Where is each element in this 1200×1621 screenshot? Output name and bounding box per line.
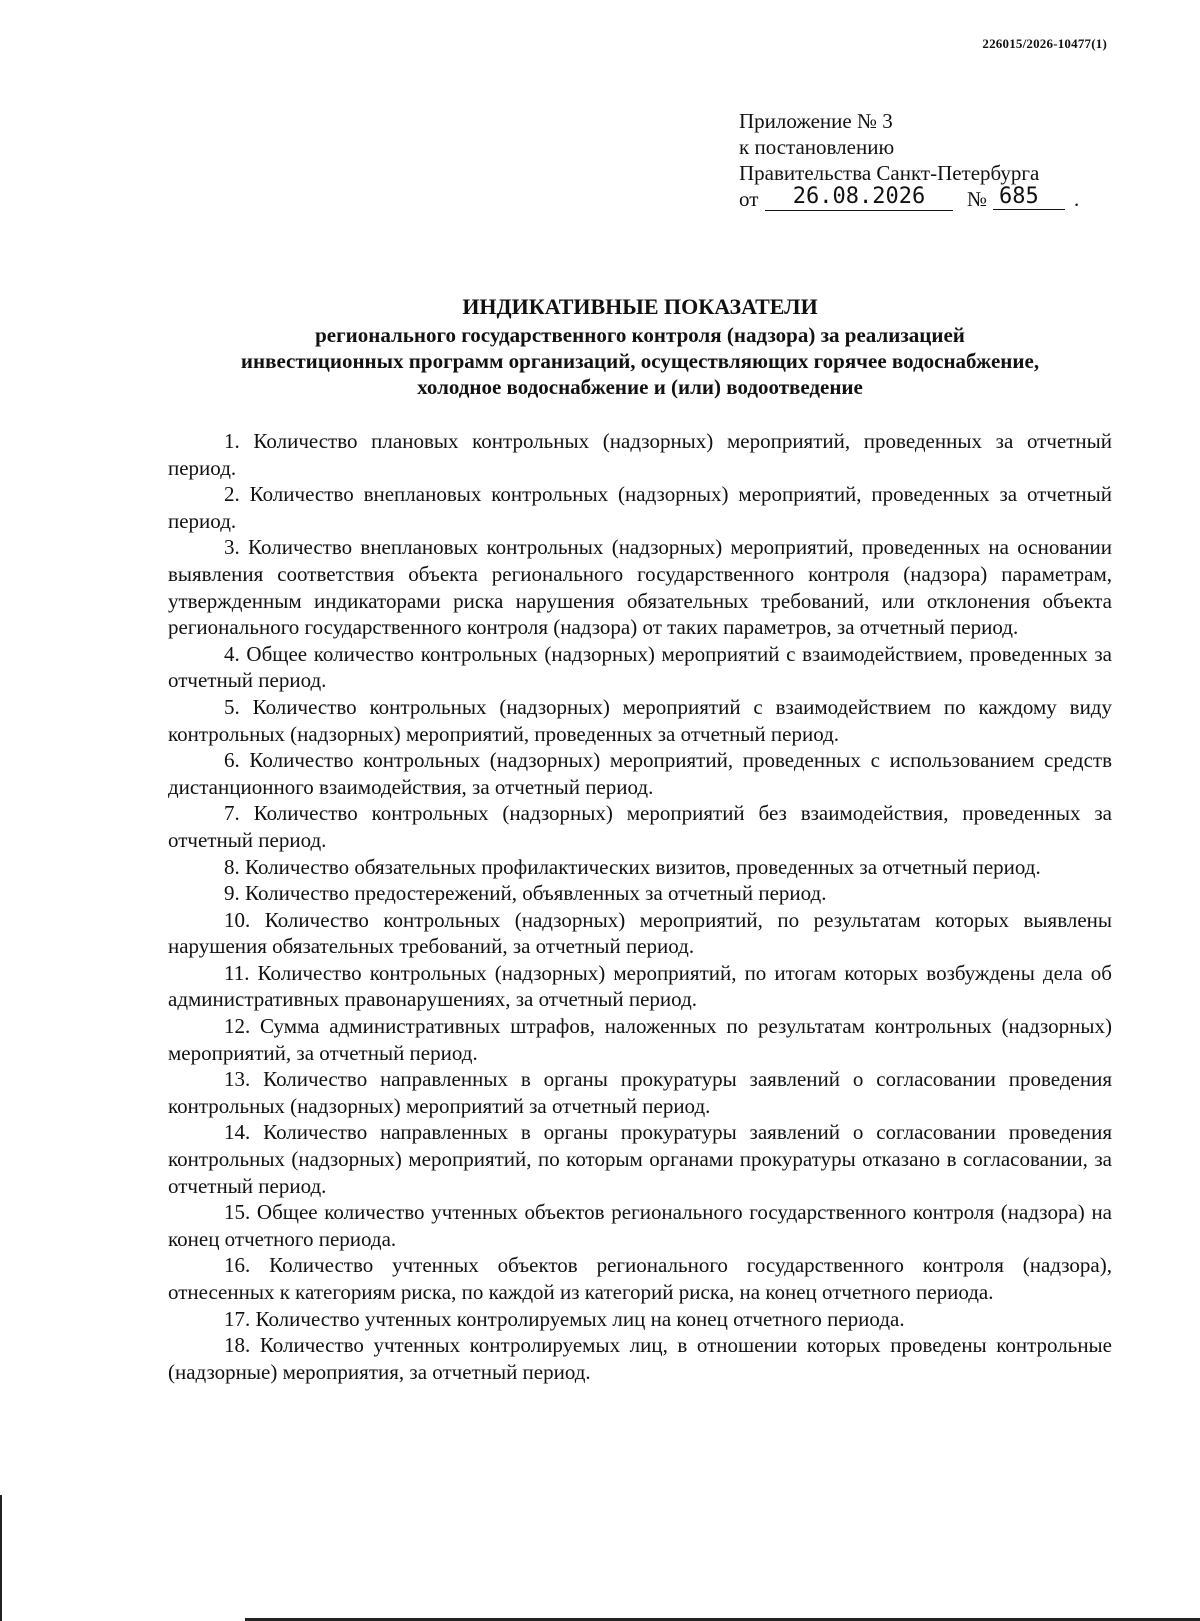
date-label: от (739, 187, 759, 211)
resolution-reference: к постановлению (739, 135, 895, 159)
scan-edge-mark (0, 1495, 2, 1621)
resolution-number: 685 (993, 182, 1065, 210)
indicator-item: 13. Количество направленных в органы прокуратуры заявлений о согласовании проведения контрольных (надзорных) мероприятий за отчетный период. (168, 1067, 1112, 1118)
approval-block (739, 108, 1099, 212)
indicator-item: 4. Общее количество контрольных (надзорных) мероприятий с взаимодействием, проведенных за отчетный период. (168, 641, 1112, 693)
indicator-item: 15. Общее количество учтенных объектов регионального государственного контроля (надзора) на конец отчетного периода. (168, 1200, 1112, 1251)
government-name: Правительства Санкт-Петербурга (739, 161, 1040, 185)
indicator-item: 18. Количество учтенных контролируемых лиц, в отношении которых проведены контрольные (надзорные) мероприятия, за отчетный период. (168, 1333, 1112, 1384)
indicator-item: 6. Количество контрольных (надзорных) мероприятий, проведенных с использованием средств дистанционного взаимодействия, за отчетный период. (168, 748, 1112, 799)
indicator-list (168, 428, 1112, 1385)
main-title: ИНДИКАТИВНЫЕ ПОКАЗАТЕЛИ (462, 294, 818, 319)
appendix-number: Приложение № 3 (739, 109, 893, 133)
document-registration-number: 226015/2026-10477(1) (982, 36, 1107, 51)
indicator-item: 8. Количество обязательных профилактических визитов, проведенных за отчетный период. (224, 854, 1041, 879)
indicator-item: 7. Количество контрольных (надзорных) мероприятий без взаимодействия, проведенных за отчетный период. (168, 801, 1112, 852)
number-trailing-dot: . (1074, 187, 1080, 211)
number-label: № (967, 187, 988, 211)
title-line: инвестиционных программ организаций, осуществляющих горячее водоснабжение, (240, 349, 1040, 373)
date-number-line (739, 186, 1099, 212)
indicator-item: 12. Сумма административных штрафов, наложенных по результатам контрольных (надзорных) мероприятий, за отчетный период. (168, 1014, 1112, 1065)
indicator-item: 3. Количество внеплановых контрольных (надзорных) мероприятий, проведенных на основании выявления соответствия объекта регионального государственного контроля (надзора) параметрам, утвержденным индикаторами риска нарушения обязательных требований, или отклонения объекта регионального государственного контроля (надзора) от таких параметров, за отчетный период. (168, 535, 1112, 640)
title-line: холодное водоснабжение и (или) водоотведение (417, 375, 863, 399)
document-title (160, 294, 1120, 400)
indicator-item: 1. Количество плановых контрольных (надзорных) мероприятий, проведенных за отчетный период. (168, 429, 1112, 480)
indicator-item: 10. Количество контрольных (надзорных) мероприятий, по результатам которых выявлены нарушения обязательных требований, за отчетный период. (168, 907, 1112, 959)
indicator-item: 16. Количество учтенных объектов регионального государственного контроля (надзора), отнесенных к категориям риска, по каждой из категорий риска, на конец отчетного периода. (168, 1253, 1112, 1304)
indicator-item: 9. Количество предостережений, объявленных за отчетный период. (224, 881, 827, 906)
resolution-date: 26.08.2026 (765, 182, 953, 211)
title-line: регионального государственного контроля (надзора) за реализацией (315, 323, 965, 347)
indicator-item: 17. Количество учтенных контролируемых лиц на конец отчетного периода. (224, 1306, 905, 1331)
indicator-item: 11. Количество контрольных (надзорных) мероприятий, по итогам которых возбуждены дела об административных правонарушениях, за отчетный период. (168, 960, 1112, 1012)
indicator-item: 2. Количество внеплановых контрольных (надзорных) мероприятий, проведенных за отчетный период. (168, 482, 1112, 533)
indicator-item: 14. Количество направленных в органы прокуратуры заявлений о согласовании проведения контрольных (надзорных) мероприятий, по которым органами прокуратуры отказано в согласовании, за отчетный период. (168, 1120, 1112, 1198)
indicator-item: 5. Количество контрольных (надзорных) мероприятий с взаимодействием по каждому виду контрольных (надзорных) мероприятий, проведенных за отчетный период. (168, 694, 1112, 746)
